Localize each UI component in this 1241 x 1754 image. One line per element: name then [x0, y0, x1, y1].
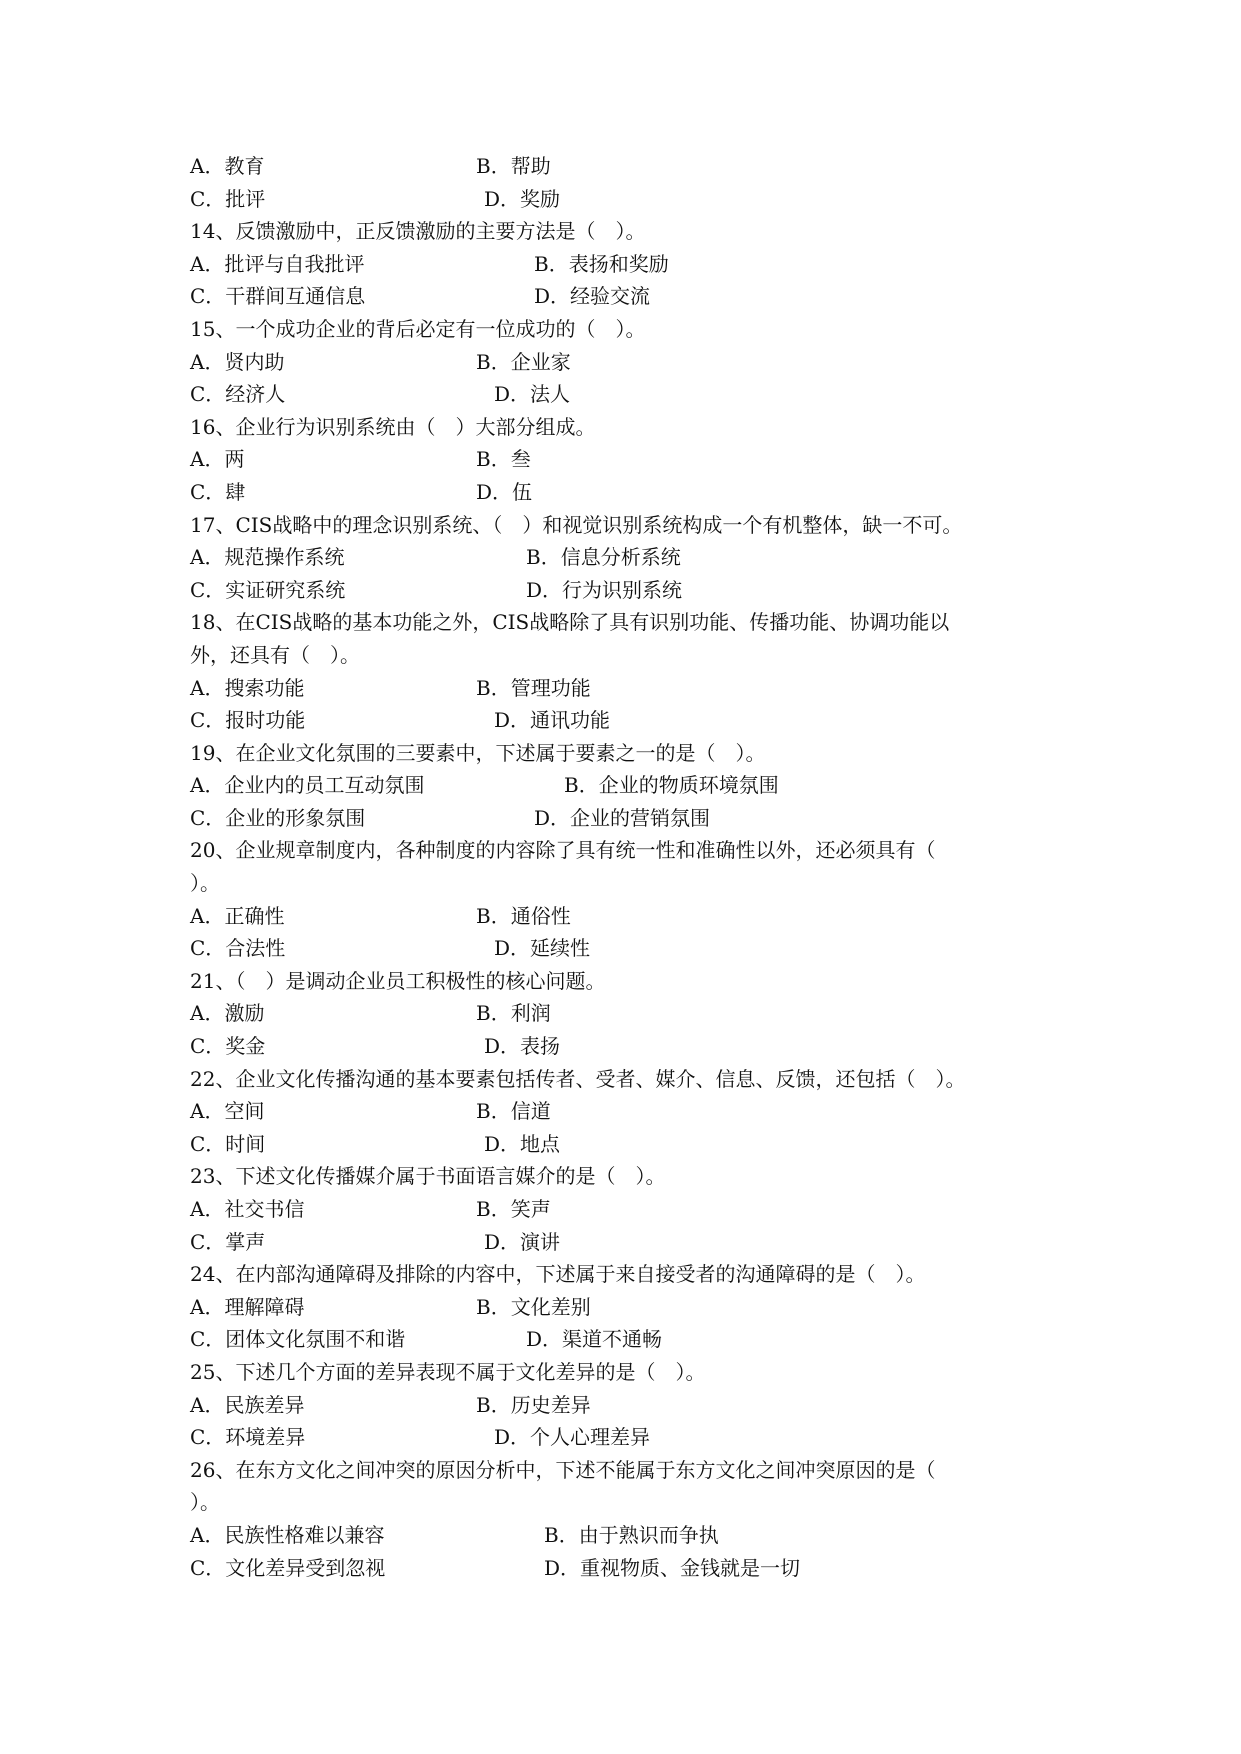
options-line [190, 183, 1090, 216]
options-line [190, 1291, 1090, 1324]
question-line: 16、企业行为识别系统由（ ）大部分组成。 [190, 414, 596, 439]
option-left: A．空间 [190, 1099, 265, 1124]
question-line: 24、在内部沟通障碍及排除的内容中，下述属于来自接受者的沟通障碍的是（ ）。 [190, 1262, 926, 1287]
options-line [190, 248, 1090, 281]
option-left: A．教育 [190, 154, 265, 178]
option-right: B．文化差别 [476, 1294, 591, 1319]
option-right: D．延续性 [494, 936, 591, 961]
options-line [190, 932, 1090, 965]
option-left: C．批评 [190, 186, 266, 211]
option-right: D．渠道不通畅 [526, 1327, 663, 1352]
document-page [190, 150, 1090, 1584]
question-line: 25、下述几个方面的差异表现不属于文化差异的是（ ）。 [190, 1359, 706, 1384]
option-left: C．合法性 [190, 936, 286, 961]
option-left: A．搜索功能 [190, 675, 305, 700]
options-line [190, 1323, 1090, 1356]
option-left: A．批评与自我批评 [190, 251, 365, 276]
option-right: D．地点 [484, 1131, 561, 1156]
option-right: D．通讯功能 [494, 708, 611, 733]
option-right: B．通俗性 [476, 903, 571, 928]
option-left: C．时间 [190, 1131, 266, 1156]
option-left: C．干群间互通信息 [190, 284, 366, 309]
question-line: 15、一个成功企业的背后必定有一位成功的（ ）。 [190, 316, 646, 341]
option-left: A．企业内的员工互动氛围 [190, 773, 425, 798]
option-right: B．企业家 [476, 349, 571, 374]
option-right: B．信道 [476, 1099, 551, 1124]
options-line [190, 378, 1090, 411]
question-line: 23、下述文化传播媒介属于书面语言媒介的是（ ）。 [190, 1164, 666, 1189]
options-line [190, 1030, 1090, 1063]
option-left: C．团体文化氛围不和谐 [190, 1327, 406, 1352]
question-line: ）。 [190, 1490, 220, 1515]
option-left: A．两 [190, 447, 245, 472]
options-line [190, 541, 1090, 574]
options-line [190, 346, 1090, 379]
options-line [190, 1226, 1090, 1259]
options-line [190, 574, 1090, 607]
option-right: D．重视物质、金钱就是一切 [544, 1555, 801, 1580]
option-right: D．企业的营销氛围 [534, 805, 711, 830]
option-left: C．实证研究系统 [190, 577, 346, 602]
option-right: D．表扬 [484, 1034, 561, 1059]
question-line: 19、在企业文化氛围的三要素中，下述属于要素之一的是（ ）。 [190, 740, 766, 765]
option-right: B．笑声 [476, 1197, 551, 1221]
option-left: A．民族差异 [190, 1392, 305, 1417]
question-line: 17、CIS战略中的理念识别系统、（ ）和视觉识别系统构成一个有机整体，缺一不可。 [190, 512, 963, 537]
options-line [190, 1128, 1090, 1161]
option-right: D．经验交流 [534, 284, 651, 309]
options-line [190, 150, 1090, 183]
option-right: B．利润 [476, 1001, 551, 1026]
option-left: A．激励 [190, 1001, 265, 1026]
options-line [190, 802, 1090, 835]
options-line [190, 769, 1090, 802]
option-right: B．信息分析系统 [526, 545, 681, 570]
option-right: B．企业的物质环境氛围 [564, 773, 779, 798]
option-left: C．肆 [190, 479, 246, 504]
option-left: C．报时功能 [190, 708, 306, 733]
options-line [190, 1095, 1090, 1128]
option-right: D．个人心理差异 [494, 1425, 651, 1450]
option-left: A．贤内助 [190, 349, 285, 374]
option-left: C．经济人 [190, 382, 286, 407]
option-left: A．规范操作系统 [190, 545, 345, 570]
option-right: B．历史差异 [476, 1392, 591, 1417]
option-left: A．社交书信 [190, 1197, 305, 1221]
option-left: C．奖金 [190, 1034, 266, 1059]
option-right: D．演讲 [484, 1229, 561, 1254]
options-line [190, 443, 1090, 476]
options-line [190, 1421, 1090, 1454]
option-left: A．正确性 [190, 903, 285, 928]
options-line [190, 900, 1090, 933]
option-right: D．行为识别系统 [526, 577, 683, 602]
option-right: D．伍 [476, 479, 533, 504]
option-left: A．理解障碍 [190, 1294, 305, 1319]
option-right: B．管理功能 [476, 675, 591, 700]
question-line: 14、反馈激励中，正反馈激励的主要方法是（ ）。 [190, 219, 646, 244]
option-right: D．法人 [494, 382, 571, 407]
question-line: ）。 [190, 871, 220, 896]
options-line [190, 1519, 1090, 1552]
question-line: 26、在东方文化之间冲突的原因分析中，下述不能属于东方文化之间冲突原因的是（ [190, 1457, 936, 1482]
option-right: B．由于熟识而争执 [544, 1522, 719, 1547]
option-left: A．民族性格难以兼容 [190, 1522, 385, 1547]
option-right: B．帮助 [476, 154, 551, 178]
options-line [190, 1552, 1090, 1585]
options-line [190, 1193, 1090, 1226]
options-line [190, 1389, 1090, 1422]
question-line: 18、在CIS战略的基本功能之外，CIS战略除了具有识别功能、传播功能、协调功能以 [190, 610, 950, 635]
option-left: C．环境差异 [190, 1425, 306, 1450]
option-left: C．掌声 [190, 1229, 266, 1254]
question-line: 20、企业规章制度内，各种制度的内容除了具有统一性和准确性以外，还必须具有（ [190, 838, 936, 863]
options-line [190, 476, 1090, 509]
option-left: C．企业的形象氛围 [190, 805, 366, 830]
option-right: B．表扬和奖励 [534, 251, 669, 276]
question-line: 22、企业文化传播沟通的基本要素包括传者、受者、媒介、信息、反馈，还包括（ ）。 [190, 1066, 966, 1091]
question-line: 21、（ ）是调动企业员工积极性的核心问题。 [190, 968, 606, 993]
option-left: C．文化差异受到忽视 [190, 1555, 386, 1580]
options-line [190, 672, 1090, 705]
options-line [190, 704, 1090, 737]
question-line: 外，还具有（ ）。 [190, 642, 360, 667]
option-right: B．叁 [476, 447, 531, 472]
option-right: D．奖励 [484, 186, 561, 211]
options-line [190, 280, 1090, 313]
options-line [190, 997, 1090, 1030]
